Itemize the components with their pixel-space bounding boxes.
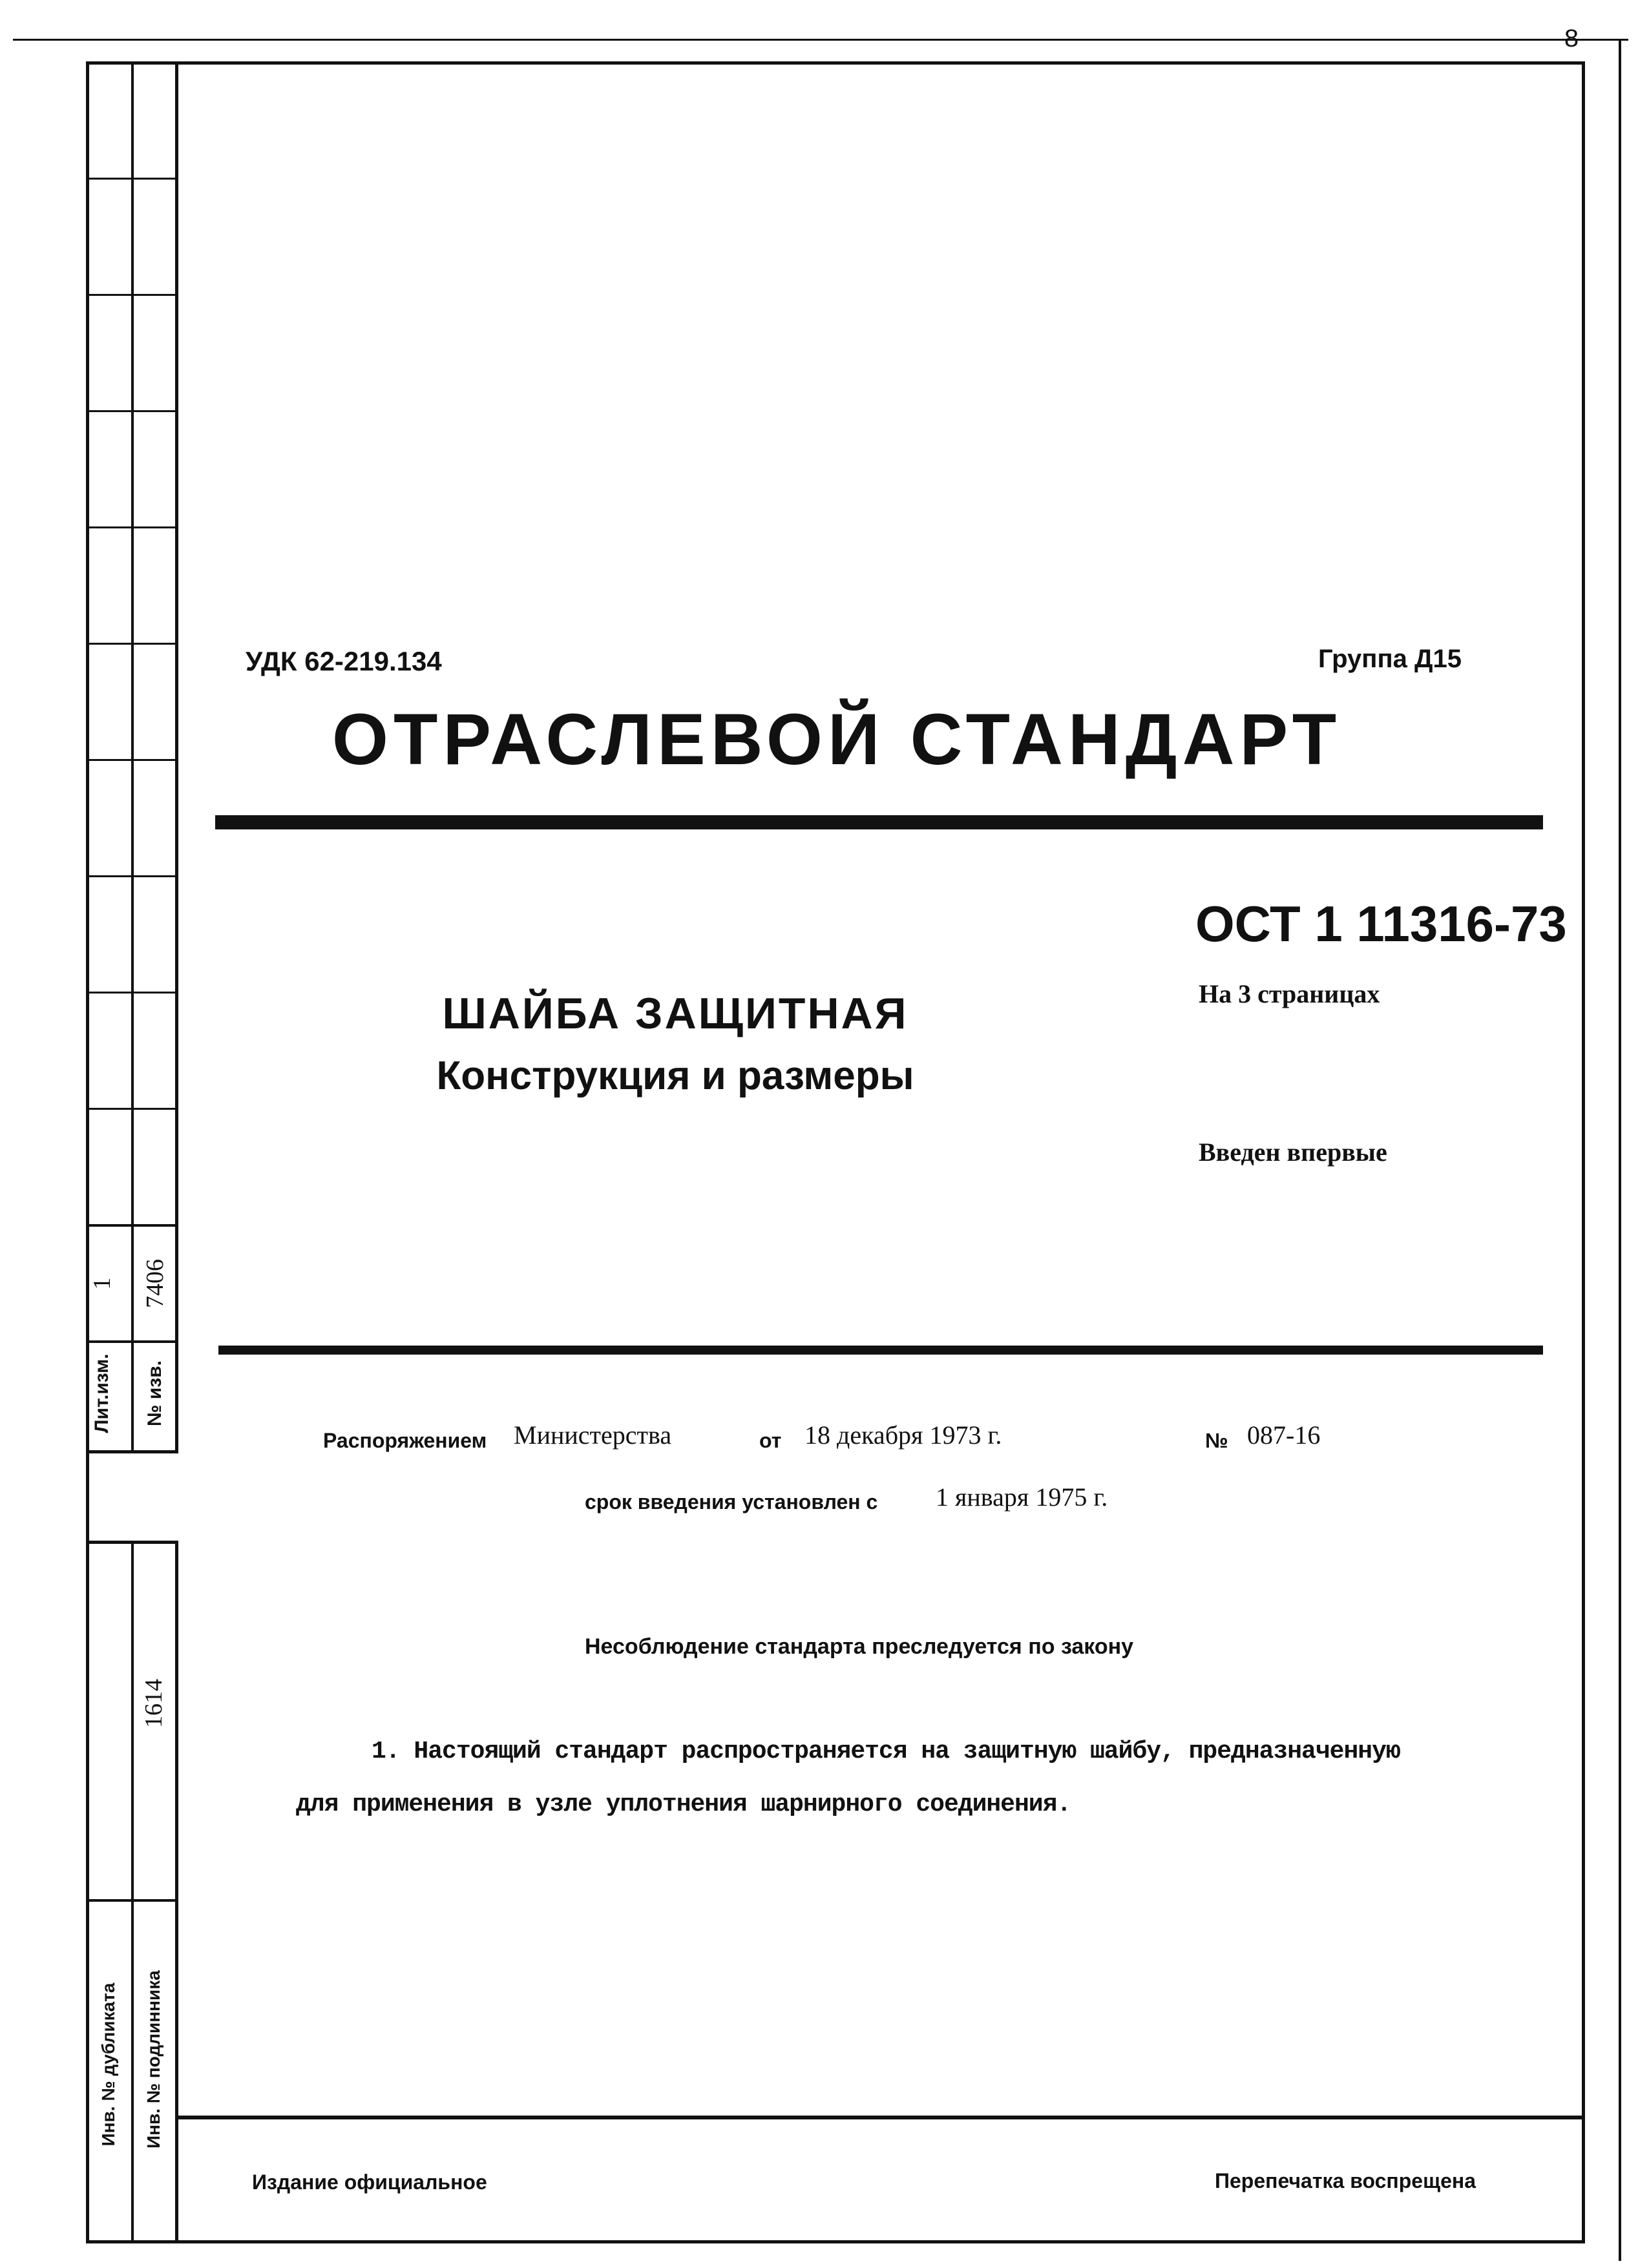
cell-divider (86, 410, 178, 412)
cell-divider (86, 1340, 178, 1343)
pages-info: На 3 страницах (1199, 979, 1380, 1008)
no-izv-label: № изв. (144, 1360, 165, 1426)
cell-divider (86, 526, 178, 528)
product-subtitle: Конструкция и размеры (436, 1054, 914, 1098)
cell-divider (86, 1108, 178, 1110)
order-authority: Министерства (514, 1420, 672, 1450)
group-code: Группа Д15 (1318, 645, 1462, 673)
footer-right: Перепечатка воспрещена (1215, 2169, 1476, 2192)
inv-podlinnika-value: 1614 (140, 1679, 167, 1728)
order-label: Распоряжением (323, 1429, 487, 1452)
order-date-prefix: от (759, 1429, 782, 1452)
order-date: 18 декабря 1973 г. (804, 1420, 1002, 1450)
inv-podlinnika-label: Инв. № подлинника (143, 1970, 163, 2148)
cell-divider (86, 759, 178, 761)
side-stamp-mid-divider-lower (131, 1541, 134, 2243)
side-stamp-lower-divider (86, 1899, 178, 1902)
paragraph-1-line-2: для применения в узле уплотнения шарнирного соединения. (296, 1791, 1071, 1818)
legal-warning: Несоблюдение стандарта преследуется по закону (585, 1634, 1134, 1659)
udk-code: УДК 62-219.134 (246, 646, 442, 676)
order-number-prefix: № (1205, 1429, 1228, 1452)
product-title: ШАЙБА ЗАЩИТНАЯ (442, 989, 909, 1038)
outer-frame-right (1619, 39, 1621, 2261)
order-number: 087-16 (1247, 1420, 1321, 1450)
header-rule (215, 815, 1543, 829)
cell-divider (86, 178, 178, 180)
header-title: ОТРАСЛЕВОЙ СТАНДАРТ (331, 699, 1342, 780)
outer-frame-top (13, 39, 1628, 41)
footer-divider (178, 2116, 1583, 2119)
effective-date: 1 января 1975 г. (936, 1483, 1108, 1512)
introduced-note: Введен впервые (1199, 1138, 1387, 1167)
page-number: 8 (1564, 26, 1580, 55)
side-stamp-upper-bottom (86, 1450, 178, 1453)
title-rule (218, 1346, 1543, 1355)
paragraph-1-line-1: 1. Настоящий стандарт распространяется на защитную шайбу, предназначенную (372, 1738, 1400, 1765)
cell-divider (86, 875, 178, 877)
cell-divider (86, 643, 178, 645)
standard-number: ОСТ 1 11316-73 (1195, 895, 1567, 952)
cell-divider (86, 294, 178, 296)
cell-divider (86, 992, 178, 994)
inv-dublikata-label: Инв. № дубликата (98, 1982, 118, 2147)
lit-izm-label: Лит.изм. (91, 1353, 112, 1433)
effective-label: срок введения установлен с (585, 1490, 878, 1514)
lit-izm-value: 1 (89, 1277, 116, 1290)
no-izv-value: 7406 (142, 1259, 169, 1308)
cell-divider (86, 1224, 178, 1227)
footer-left: Издание официальное (252, 2170, 487, 2194)
side-stamp-mid-divider-upper (131, 61, 134, 1450)
